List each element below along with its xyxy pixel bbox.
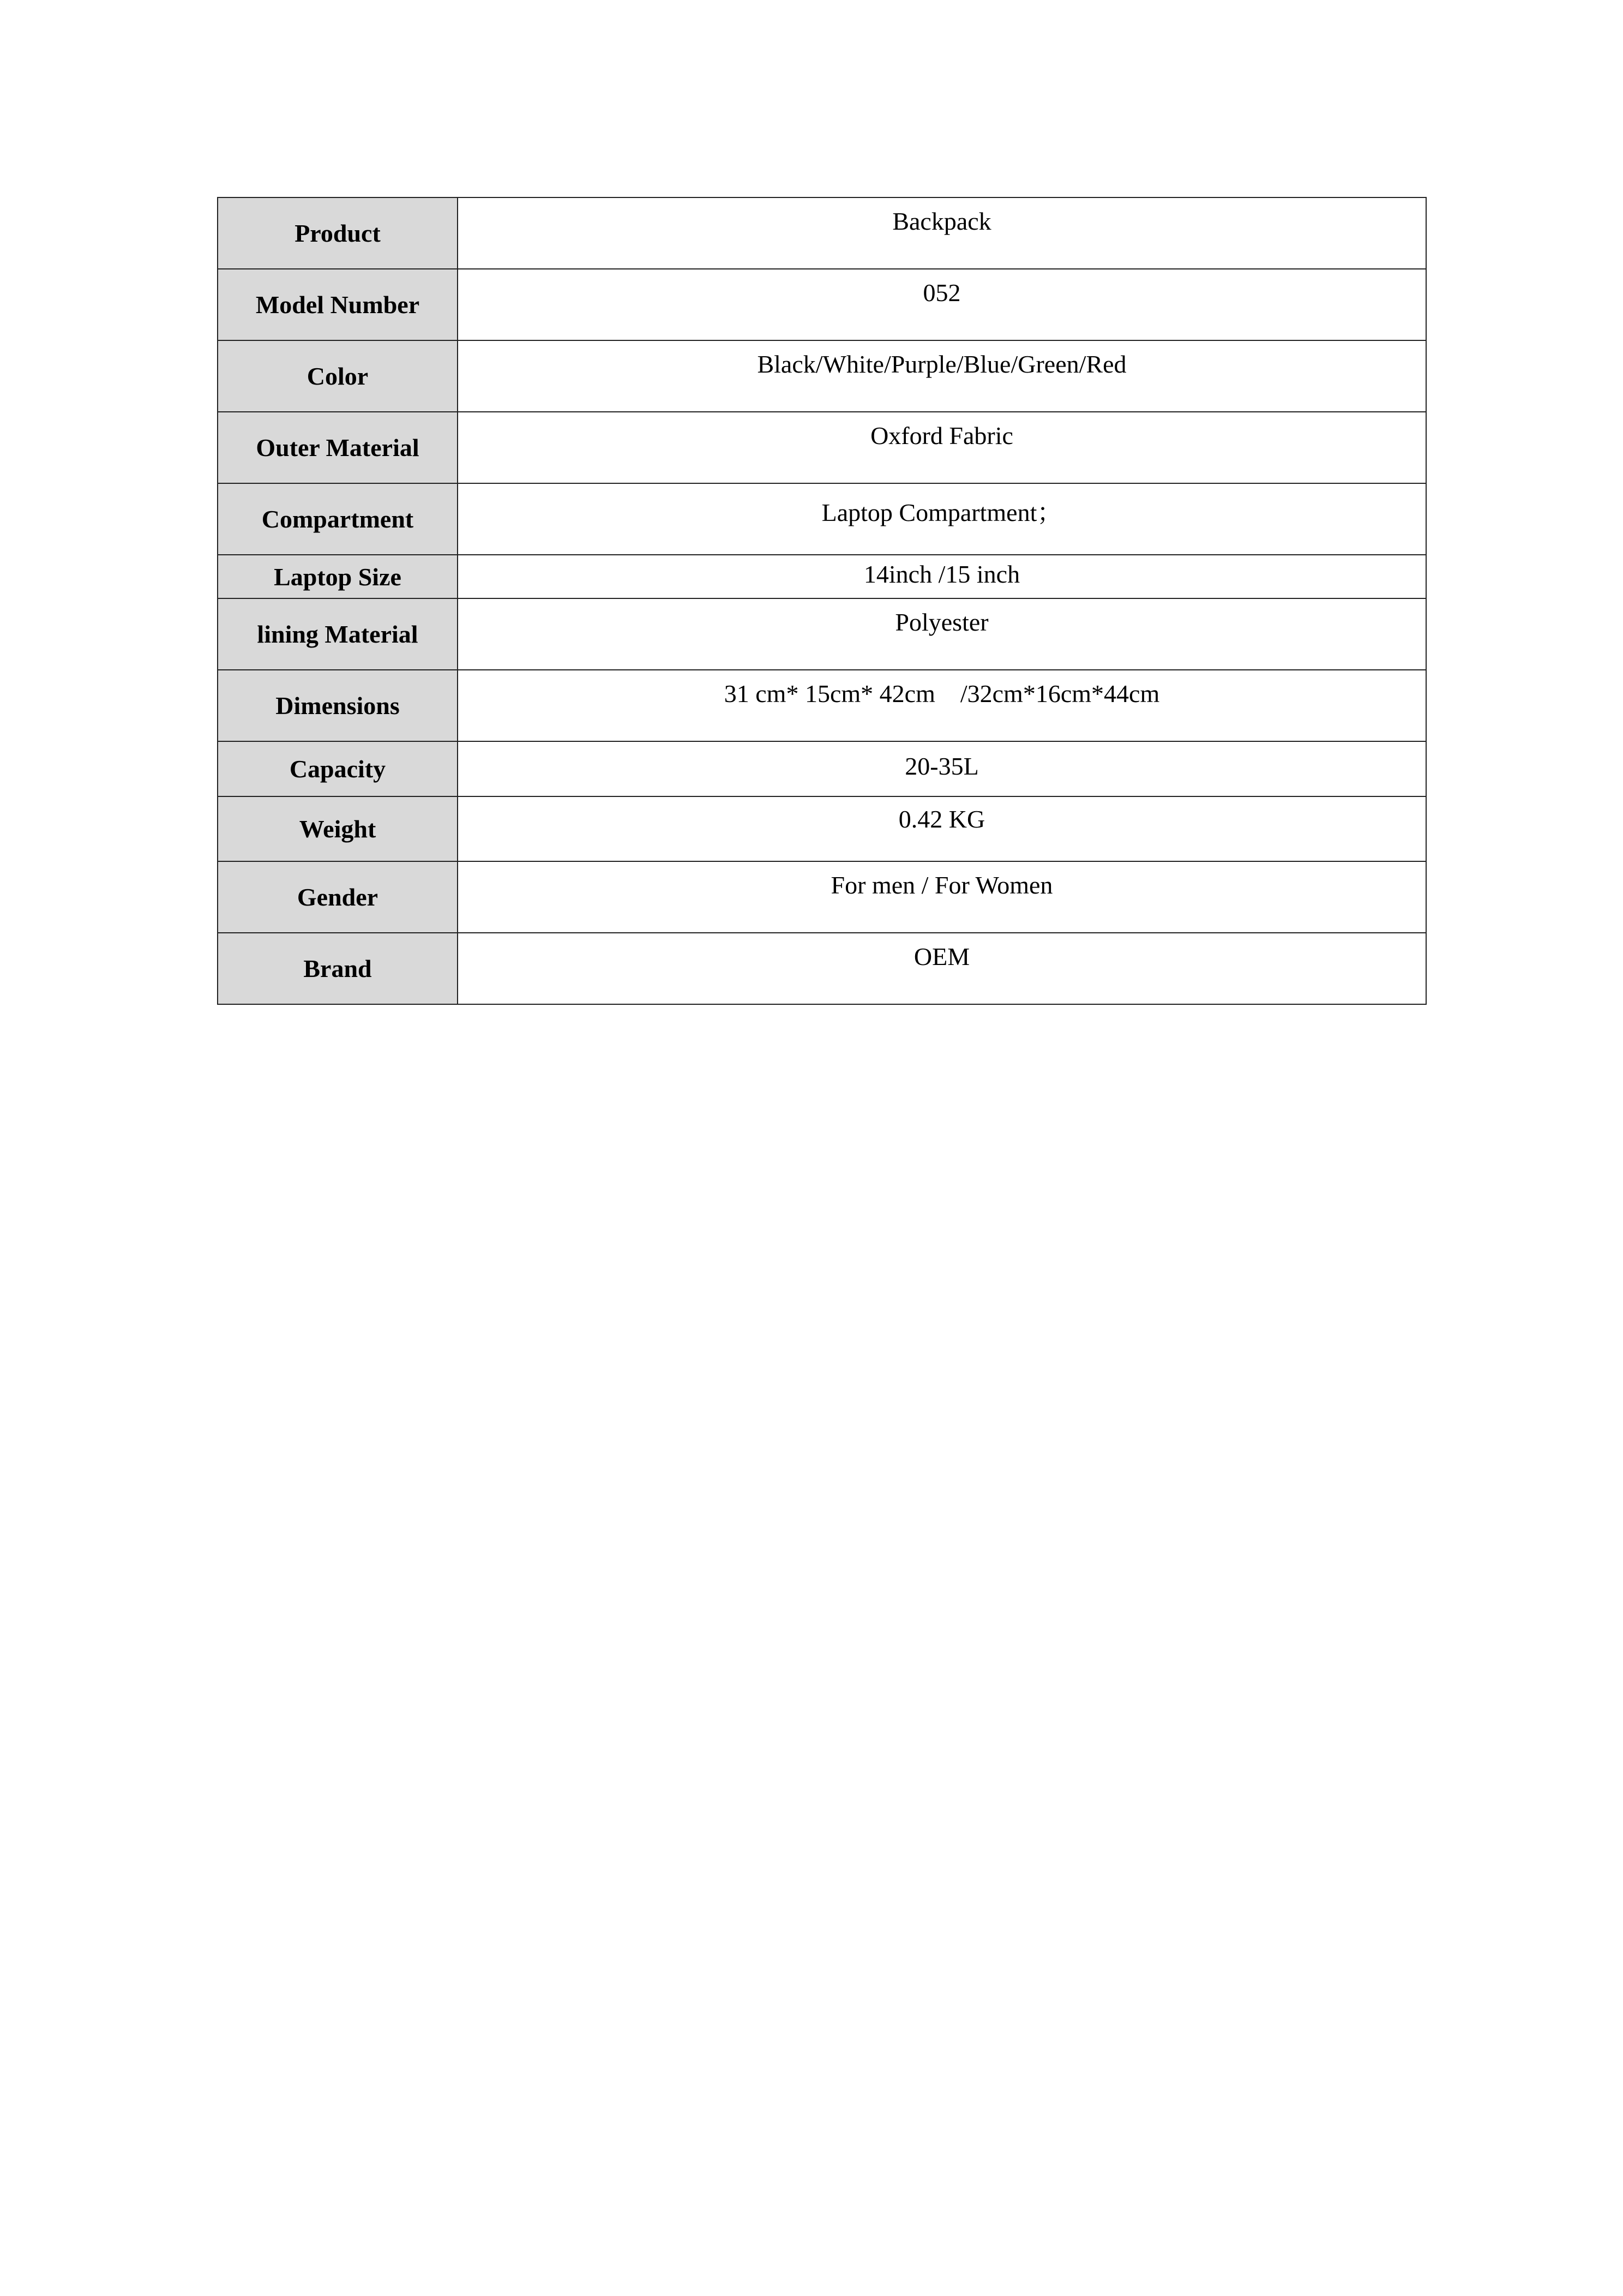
row-value-outer-material: Oxford Fabric [458, 412, 1426, 483]
row-label-weight: Weight [218, 796, 458, 861]
row-value-lining-material: Polyester [458, 598, 1426, 670]
row-label-brand: Brand [218, 933, 458, 1004]
row-value-dimensions: 31 cm* 15cm* 42cm /32cm*16cm*44cm [458, 670, 1426, 741]
row-value-color: Black/White/Purple/Blue/Green/Red [458, 340, 1426, 412]
row-value-brand: OEM [458, 933, 1426, 1004]
table-row [218, 269, 1426, 340]
table-row [218, 412, 1426, 483]
row-label-lining-material: lining Material [218, 598, 458, 670]
row-label-outer-material: Outer Material [218, 412, 458, 483]
row-value-laptop-size: 14inch /15 inch [458, 555, 1426, 598]
row-value-gender: For men / For Women [458, 861, 1426, 933]
table-row [218, 555, 1426, 598]
row-label-model-number: Model Number [218, 269, 458, 340]
table-row [218, 197, 1426, 269]
row-label-color: Color [218, 340, 458, 412]
table-row [218, 741, 1426, 796]
row-label-laptop-size: Laptop Size [218, 555, 458, 598]
table-row [218, 933, 1426, 1004]
table-row [218, 861, 1426, 933]
row-label-capacity: Capacity [218, 741, 458, 796]
row-value-product: Backpack [458, 197, 1426, 269]
row-value-model-number: 052 [458, 269, 1426, 340]
row-label-gender: Gender [218, 861, 458, 933]
row-label-compartment: Compartment [218, 483, 458, 555]
table-row [218, 483, 1426, 555]
table-row [218, 796, 1426, 861]
row-value-compartment: Laptop Compartment； [458, 483, 1426, 555]
table-row [218, 670, 1426, 741]
row-value-capacity: 20-35L [458, 741, 1426, 796]
product-spec-table [217, 197, 1427, 1005]
row-label-product: Product [218, 197, 458, 269]
table-row [218, 340, 1426, 412]
row-label-dimensions: Dimensions [218, 670, 458, 741]
table-row [218, 598, 1426, 670]
row-value-weight: 0.42 KG [458, 796, 1426, 861]
